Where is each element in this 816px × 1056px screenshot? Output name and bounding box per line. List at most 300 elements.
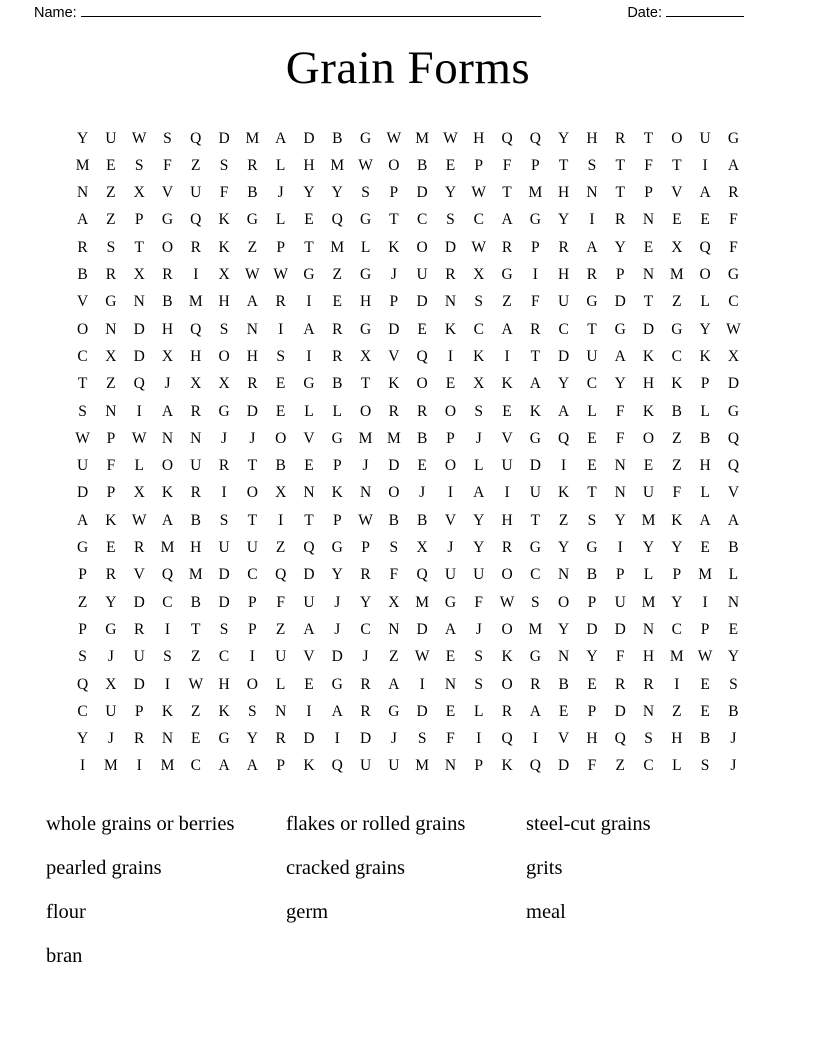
- grid-cell[interactable]: G: [246, 211, 258, 229]
- grid-cell[interactable]: R: [77, 238, 88, 256]
- grid-cell[interactable]: L: [700, 402, 710, 420]
- grid-cell[interactable]: I: [419, 675, 425, 693]
- grid-cell[interactable]: M: [103, 757, 118, 775]
- grid-cell[interactable]: F: [163, 156, 172, 174]
- grid-cell[interactable]: W: [443, 129, 458, 147]
- grid-cell[interactable]: N: [444, 293, 457, 311]
- grid-cell[interactable]: N: [614, 484, 626, 502]
- grid-cell[interactable]: G: [359, 266, 372, 284]
- grid-cell[interactable]: A: [586, 238, 598, 256]
- grid-cell[interactable]: E: [643, 238, 654, 256]
- grid-cell[interactable]: S: [587, 511, 597, 529]
- grid-cell[interactable]: J: [334, 593, 341, 611]
- grid-cell[interactable]: X: [727, 347, 740, 365]
- grid-cell[interactable]: M: [528, 184, 543, 202]
- grid-cell[interactable]: Z: [615, 757, 625, 775]
- grid-cell[interactable]: U: [444, 566, 457, 584]
- grid-cell[interactable]: H: [642, 375, 655, 393]
- grid-cell[interactable]: K: [388, 238, 400, 256]
- grid-cell[interactable]: I: [561, 457, 567, 475]
- grid-cell[interactable]: K: [501, 757, 513, 775]
- grid-cell[interactable]: G: [331, 675, 343, 693]
- grid-cell[interactable]: I: [306, 293, 312, 311]
- grid-cell[interactable]: Q: [190, 320, 202, 338]
- grid-cell[interactable]: Q: [161, 566, 174, 584]
- grid-cell[interactable]: J: [107, 648, 114, 666]
- grid-cell[interactable]: Z: [332, 266, 342, 284]
- grid-cell[interactable]: R: [501, 238, 513, 256]
- grid-cell[interactable]: J: [334, 620, 341, 638]
- grid-cell[interactable]: R: [445, 266, 456, 284]
- grid-cell[interactable]: I: [306, 702, 312, 720]
- grid-cell[interactable]: O: [76, 320, 89, 338]
- grid-cell[interactable]: Q: [614, 730, 626, 748]
- grid-cell[interactable]: S: [276, 347, 285, 365]
- grid-cell[interactable]: R: [615, 129, 626, 147]
- grid-cell[interactable]: Q: [529, 129, 541, 147]
- grid-cell[interactable]: G: [501, 266, 513, 284]
- grid-cell[interactable]: P: [587, 702, 597, 720]
- grid-cell[interactable]: G: [105, 620, 117, 638]
- grid-cell[interactable]: Y: [558, 211, 570, 229]
- grid-cell[interactable]: U: [275, 648, 287, 666]
- grid-cell[interactable]: F: [106, 457, 116, 475]
- grid-cell[interactable]: T: [587, 320, 597, 338]
- grid-cell[interactable]: F: [672, 484, 682, 502]
- grid-cell[interactable]: G: [529, 539, 541, 557]
- grid-cell[interactable]: R: [134, 539, 145, 557]
- grid-cell[interactable]: Z: [389, 648, 399, 666]
- grid-cell[interactable]: L: [304, 402, 314, 420]
- grid-cell[interactable]: W: [386, 129, 402, 147]
- grid-cell[interactable]: F: [587, 757, 597, 775]
- grid-cell[interactable]: Y: [699, 320, 711, 338]
- grid-cell[interactable]: D: [303, 129, 315, 147]
- grid-cell[interactable]: O: [501, 566, 513, 584]
- grid-cell[interactable]: B: [558, 675, 569, 693]
- grid-cell[interactable]: S: [219, 620, 229, 638]
- grid-cell[interactable]: Q: [416, 347, 428, 365]
- grid-cell[interactable]: L: [728, 566, 739, 584]
- grid-cell[interactable]: N: [586, 184, 598, 202]
- grid-cell[interactable]: G: [359, 211, 372, 229]
- grid-cell[interactable]: R: [105, 566, 117, 584]
- grid-cell[interactable]: A: [614, 347, 626, 365]
- grid-cell[interactable]: D: [388, 457, 400, 475]
- grid-cell[interactable]: N: [190, 429, 202, 447]
- grid-cell[interactable]: I: [702, 156, 708, 174]
- grid-cell[interactable]: W: [131, 511, 147, 529]
- grid-cell[interactable]: E: [332, 293, 342, 311]
- grid-cell[interactable]: E: [304, 457, 314, 475]
- grid-cell[interactable]: A: [161, 511, 174, 529]
- grid-cell[interactable]: I: [447, 484, 454, 502]
- grid-cell[interactable]: E: [587, 457, 597, 475]
- grid-cell[interactable]: K: [218, 702, 230, 720]
- grid-cell[interactable]: B: [247, 184, 258, 202]
- grid-cell[interactable]: N: [558, 648, 570, 666]
- grid-cell[interactable]: X: [275, 484, 287, 502]
- grid-cell[interactable]: H: [190, 347, 202, 365]
- grid-cell[interactable]: N: [388, 620, 400, 638]
- grid-cell[interactable]: V: [133, 566, 145, 584]
- grid-cell[interactable]: P: [276, 238, 285, 256]
- grid-cell[interactable]: U: [501, 457, 513, 475]
- grid-cell[interactable]: Y: [76, 129, 89, 147]
- grid-cell[interactable]: D: [416, 702, 428, 720]
- grid-cell[interactable]: S: [219, 156, 229, 174]
- grid-cell[interactable]: C: [77, 702, 88, 720]
- grid-cell[interactable]: L: [700, 484, 710, 502]
- grid-cell[interactable]: K: [501, 375, 513, 393]
- grid-cell[interactable]: Q: [190, 129, 202, 147]
- grid-cell[interactable]: W: [245, 266, 260, 284]
- grid-cell[interactable]: D: [416, 293, 428, 311]
- grid-cell[interactable]: P: [134, 702, 144, 720]
- grid-cell[interactable]: D: [586, 620, 598, 638]
- grid-cell[interactable]: D: [133, 320, 145, 338]
- grid-cell[interactable]: R: [190, 238, 201, 256]
- grid-cell[interactable]: M: [75, 156, 90, 174]
- grid-cell[interactable]: C: [77, 347, 88, 365]
- grid-cell[interactable]: V: [671, 184, 683, 202]
- grid-cell[interactable]: F: [644, 156, 653, 174]
- grid-cell[interactable]: D: [359, 730, 372, 748]
- grid-cell[interactable]: F: [729, 238, 738, 256]
- grid-cell[interactable]: P: [446, 429, 455, 447]
- word-list-item[interactable]: cracked grains: [286, 856, 405, 879]
- grid-cell[interactable]: G: [614, 320, 626, 338]
- grid-cell[interactable]: J: [362, 648, 369, 666]
- grid-cell[interactable]: N: [359, 484, 372, 502]
- word-list-item[interactable]: germ: [286, 900, 329, 923]
- grid-cell[interactable]: O: [416, 238, 428, 256]
- name-input-line[interactable]: [81, 4, 541, 17]
- grid-cell[interactable]: M: [386, 429, 401, 447]
- grid-cell[interactable]: I: [589, 211, 595, 229]
- grid-cell[interactable]: Y: [76, 730, 89, 748]
- grid-cell[interactable]: U: [586, 347, 598, 365]
- grid-cell[interactable]: B: [77, 266, 88, 284]
- grid-cell[interactable]: T: [304, 511, 314, 529]
- grid-cell[interactable]: O: [388, 484, 400, 502]
- grid-cell[interactable]: G: [727, 402, 740, 420]
- grid-cell[interactable]: E: [275, 402, 286, 420]
- grid-cell[interactable]: E: [502, 402, 512, 420]
- grid-cell[interactable]: N: [246, 320, 258, 338]
- grid-cell[interactable]: O: [388, 156, 400, 174]
- grid-cell[interactable]: D: [218, 129, 230, 147]
- grid-cell[interactable]: M: [188, 566, 203, 584]
- grid-cell[interactable]: W: [471, 238, 487, 256]
- grid-cell[interactable]: P: [332, 457, 342, 475]
- grid-cell[interactable]: W: [131, 129, 147, 147]
- grid-cell[interactable]: B: [388, 511, 400, 529]
- grid-cell[interactable]: A: [76, 511, 89, 529]
- grid-cell[interactable]: R: [360, 566, 371, 584]
- grid-cell[interactable]: N: [444, 757, 457, 775]
- grid-cell[interactable]: Z: [672, 429, 682, 447]
- grid-cell[interactable]: V: [388, 347, 400, 365]
- grid-cell[interactable]: H: [190, 539, 202, 557]
- grid-cell[interactable]: A: [529, 375, 541, 393]
- grid-cell[interactable]: Q: [529, 757, 541, 775]
- grid-cell[interactable]: Q: [501, 730, 513, 748]
- grid-cell[interactable]: F: [389, 566, 399, 584]
- grid-cell[interactable]: D: [558, 757, 570, 775]
- grid-cell[interactable]: I: [278, 511, 284, 529]
- grid-cell[interactable]: Y: [331, 566, 343, 584]
- grid-cell[interactable]: T: [587, 484, 597, 502]
- grid-cell[interactable]: N: [105, 402, 117, 420]
- grid-cell[interactable]: R: [558, 238, 569, 256]
- grid-cell[interactable]: I: [306, 347, 312, 365]
- grid-cell[interactable]: U: [105, 702, 117, 720]
- grid-cell[interactable]: X: [133, 484, 145, 502]
- grid-cell[interactable]: D: [331, 648, 343, 666]
- grid-cell[interactable]: J: [249, 429, 256, 447]
- grid-cell[interactable]: B: [699, 730, 711, 748]
- grid-cell[interactable]: P: [474, 757, 484, 775]
- grid-cell[interactable]: K: [501, 648, 513, 666]
- grid-cell[interactable]: E: [445, 375, 456, 393]
- grid-cell[interactable]: I: [164, 620, 171, 638]
- grid-cell[interactable]: L: [700, 293, 710, 311]
- grid-cell[interactable]: B: [728, 702, 739, 720]
- grid-cell[interactable]: J: [390, 266, 397, 284]
- grid-cell[interactable]: R: [275, 293, 286, 311]
- grid-cell[interactable]: T: [304, 238, 314, 256]
- grid-cell[interactable]: D: [303, 566, 315, 584]
- grid-cell[interactable]: L: [275, 156, 286, 174]
- grid-cell[interactable]: K: [218, 238, 230, 256]
- grid-cell[interactable]: P: [78, 620, 87, 638]
- grid-cell[interactable]: S: [417, 730, 427, 748]
- grid-cell[interactable]: G: [727, 129, 740, 147]
- grid-cell[interactable]: R: [218, 457, 230, 475]
- grid-cell[interactable]: V: [161, 184, 174, 202]
- grid-cell[interactable]: E: [700, 702, 710, 720]
- grid-cell[interactable]: N: [727, 593, 740, 611]
- grid-cell[interactable]: O: [642, 429, 655, 447]
- grid-cell[interactable]: F: [531, 293, 540, 311]
- grid-cell[interactable]: L: [587, 402, 597, 420]
- grid-cell[interactable]: M: [415, 129, 430, 147]
- grid-cell[interactable]: P: [106, 429, 116, 447]
- grid-cell[interactable]: H: [586, 129, 598, 147]
- grid-cell[interactable]: P: [531, 238, 540, 256]
- grid-cell[interactable]: L: [360, 238, 371, 256]
- grid-cell[interactable]: P: [474, 156, 484, 174]
- grid-cell[interactable]: F: [276, 593, 285, 611]
- grid-cell[interactable]: T: [643, 293, 654, 311]
- grid-cell[interactable]: X: [473, 266, 485, 284]
- grid-cell[interactable]: J: [221, 429, 228, 447]
- grid-cell[interactable]: Z: [106, 184, 116, 202]
- grid-cell[interactable]: I: [504, 347, 510, 365]
- grid-cell[interactable]: E: [106, 539, 116, 557]
- grid-cell[interactable]: R: [388, 402, 400, 420]
- grid-cell[interactable]: T: [360, 375, 371, 393]
- grid-cell[interactable]: G: [586, 539, 598, 557]
- grid-cell[interactable]: K: [671, 511, 683, 529]
- grid-cell[interactable]: B: [332, 375, 343, 393]
- grid-cell[interactable]: I: [532, 266, 538, 284]
- grid-cell[interactable]: X: [133, 266, 145, 284]
- grid-cell[interactable]: V: [303, 648, 315, 666]
- grid-cell[interactable]: M: [669, 648, 684, 666]
- grid-cell[interactable]: E: [700, 211, 710, 229]
- grid-cell[interactable]: C: [586, 375, 598, 393]
- grid-cell[interactable]: O: [161, 457, 174, 475]
- grid-cell[interactable]: R: [105, 266, 117, 284]
- grid-cell[interactable]: J: [447, 539, 454, 557]
- grid-cell[interactable]: P: [248, 620, 257, 638]
- grid-cell[interactable]: B: [671, 402, 682, 420]
- grid-cell[interactable]: U: [699, 129, 711, 147]
- grid-cell[interactable]: P: [361, 539, 370, 557]
- grid-cell[interactable]: Q: [416, 566, 428, 584]
- grid-cell[interactable]: T: [77, 375, 88, 393]
- grid-cell[interactable]: N: [133, 293, 145, 311]
- grid-cell[interactable]: S: [446, 211, 455, 229]
- grid-cell[interactable]: T: [191, 620, 201, 638]
- grid-cell[interactable]: U: [614, 593, 626, 611]
- grid-cell[interactable]: Q: [727, 429, 740, 447]
- grid-cell[interactable]: G: [218, 402, 230, 420]
- grid-cell[interactable]: X: [218, 375, 230, 393]
- grid-cell[interactable]: R: [728, 184, 739, 202]
- grid-cell[interactable]: G: [388, 702, 400, 720]
- grid-cell[interactable]: E: [672, 211, 682, 229]
- grid-cell[interactable]: B: [190, 511, 201, 529]
- grid-cell[interactable]: E: [417, 320, 427, 338]
- grid-cell[interactable]: T: [615, 156, 625, 174]
- grid-cell[interactable]: A: [727, 511, 740, 529]
- grid-cell[interactable]: Q: [558, 429, 570, 447]
- grid-cell[interactable]: J: [475, 620, 482, 638]
- grid-cell[interactable]: U: [642, 484, 655, 502]
- grid-cell[interactable]: Z: [191, 156, 201, 174]
- grid-cell[interactable]: E: [304, 211, 314, 229]
- grid-cell[interactable]: M: [641, 593, 656, 611]
- grid-cell[interactable]: F: [615, 648, 625, 666]
- grid-cell[interactable]: H: [218, 675, 230, 693]
- grid-cell[interactable]: H: [161, 320, 174, 338]
- grid-cell[interactable]: R: [360, 702, 371, 720]
- grid-cell[interactable]: S: [644, 730, 653, 748]
- grid-cell[interactable]: S: [700, 757, 710, 775]
- grid-cell[interactable]: G: [331, 539, 343, 557]
- grid-cell[interactable]: Z: [106, 375, 116, 393]
- grid-cell[interactable]: C: [473, 211, 484, 229]
- grid-cell[interactable]: G: [331, 429, 343, 447]
- grid-cell[interactable]: Q: [190, 211, 202, 229]
- grid-cell[interactable]: I: [674, 675, 680, 693]
- grid-cell[interactable]: X: [671, 238, 683, 256]
- grid-cell[interactable]: W: [726, 320, 741, 338]
- grid-cell[interactable]: Y: [642, 539, 655, 557]
- grid-cell[interactable]: I: [193, 266, 199, 284]
- grid-cell[interactable]: O: [246, 484, 258, 502]
- word-list-item[interactable]: whole grains or berries: [46, 812, 235, 835]
- grid-cell[interactable]: O: [671, 129, 683, 147]
- grid-cell[interactable]: U: [303, 593, 315, 611]
- grid-cell[interactable]: U: [190, 457, 202, 475]
- grid-cell[interactable]: B: [728, 539, 739, 557]
- grid-cell[interactable]: D: [614, 293, 626, 311]
- grid-cell[interactable]: S: [389, 539, 399, 557]
- grid-cell[interactable]: D: [133, 347, 145, 365]
- grid-cell[interactable]: K: [161, 484, 174, 502]
- grid-cell[interactable]: R: [332, 320, 343, 338]
- grid-cell[interactable]: O: [218, 347, 230, 365]
- grid-cell[interactable]: U: [76, 457, 89, 475]
- grid-cell[interactable]: Z: [672, 457, 682, 475]
- grid-cell[interactable]: C: [247, 566, 258, 584]
- grid-cell[interactable]: G: [529, 211, 541, 229]
- grid-cell[interactable]: C: [360, 620, 371, 638]
- grid-cell[interactable]: P: [615, 566, 625, 584]
- grid-cell[interactable]: W: [697, 648, 713, 666]
- grid-cell[interactable]: Y: [586, 648, 598, 666]
- grid-cell[interactable]: I: [136, 402, 142, 420]
- grid-cell[interactable]: D: [614, 620, 626, 638]
- grid-cell[interactable]: O: [359, 402, 372, 420]
- grid-cell[interactable]: O: [275, 429, 287, 447]
- grid-cell[interactable]: H: [359, 293, 372, 311]
- grid-cell[interactable]: R: [643, 675, 654, 693]
- grid-cell[interactable]: A: [473, 484, 485, 502]
- grid-cell[interactable]: U: [558, 293, 570, 311]
- word-list-item[interactable]: steel-cut grains: [526, 812, 651, 835]
- grid-cell[interactable]: U: [246, 539, 258, 557]
- grid-cell[interactable]: H: [558, 266, 570, 284]
- grid-cell[interactable]: G: [76, 539, 89, 557]
- grid-cell[interactable]: D: [388, 320, 400, 338]
- grid-cell[interactable]: K: [699, 347, 711, 365]
- grid-cell[interactable]: D: [218, 566, 230, 584]
- grid-cell[interactable]: A: [699, 184, 711, 202]
- grid-cell[interactable]: A: [501, 320, 513, 338]
- grid-cell[interactable]: G: [529, 648, 541, 666]
- grid-cell[interactable]: H: [699, 457, 711, 475]
- grid-cell[interactable]: A: [727, 156, 740, 174]
- grid-cell[interactable]: E: [700, 675, 710, 693]
- grid-cell[interactable]: C: [190, 757, 201, 775]
- grid-cell[interactable]: G: [359, 129, 372, 147]
- grid-cell[interactable]: P: [700, 375, 710, 393]
- grid-cell[interactable]: J: [362, 457, 369, 475]
- grid-cell[interactable]: Q: [699, 238, 711, 256]
- grid-cell[interactable]: Q: [727, 457, 740, 475]
- grid-cell[interactable]: K: [303, 757, 315, 775]
- grid-cell[interactable]: S: [474, 675, 484, 693]
- grid-cell[interactable]: U: [529, 484, 541, 502]
- grid-cell[interactable]: E: [643, 457, 654, 475]
- grid-cell[interactable]: S: [78, 402, 87, 420]
- grid-cell[interactable]: U: [473, 566, 485, 584]
- grid-cell[interactable]: K: [161, 702, 174, 720]
- grid-cell[interactable]: I: [334, 730, 340, 748]
- grid-cell[interactable]: D: [218, 593, 230, 611]
- grid-cell[interactable]: L: [332, 402, 342, 420]
- grid-cell[interactable]: R: [247, 156, 258, 174]
- grid-cell[interactable]: D: [133, 675, 145, 693]
- grid-cell[interactable]: A: [76, 211, 89, 229]
- grid-cell[interactable]: W: [131, 429, 147, 447]
- grid-cell[interactable]: J: [107, 730, 114, 748]
